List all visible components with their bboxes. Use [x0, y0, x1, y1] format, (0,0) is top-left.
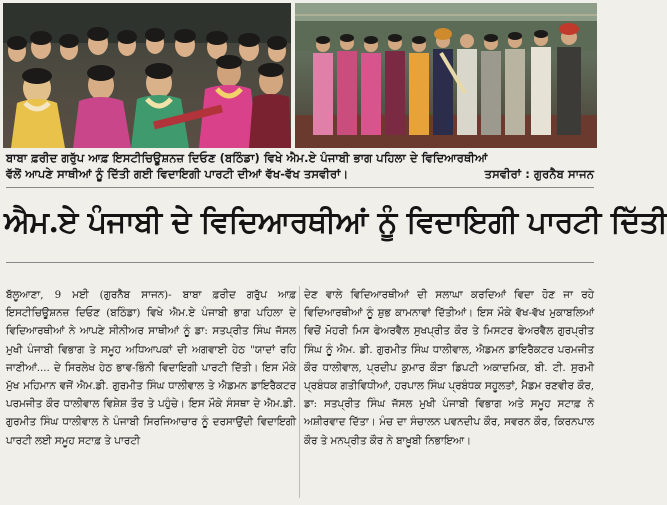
photo-staff-students-illustration	[295, 3, 597, 148]
caption-line-1: ਬਾਬਾ ਫ਼ਰੀਦ ਗਰੁੱਪ ਆਫ਼ ਇਸਟੀਚਿਊਸ਼ਨਜ਼ ਦਿਓਣ (ਬਠਿੰਡਾ) ਵਿਖੇ ਐਮ.ਏ ਪੰਜਾਬੀ ਭਾਗ ਪਹਿਲਾ ਦੇ ਵਿਦਿਆਰਥੀਆਂ	[6, 151, 488, 165]
divider-top	[6, 187, 594, 188]
photo-staff-students	[295, 3, 597, 148]
article-headline: ਐਮ.ਏ ਪੰਜਾਬੀ ਦੇ ਵਿਦਿਆਰਥੀਆਂ ਨੂੰ ਵਿਦਾਇਗੀ ਪਾਰਟੀ ਦਿੱਤੀ	[4, 205, 667, 240]
divider-bottom	[6, 262, 594, 263]
photo-students-group	[3, 3, 291, 148]
column-divider	[299, 286, 300, 498]
article-column-right: ਦੇਣ ਵਾਲੇ ਵਿਦਿਆਰਥੀਆਂ ਦੀ ਸਲਾਘਾ ਕਰਦਿਆਂ ਵਿਦਾ ਹੋਣ ਜਾ ਰਹੇ ਵਿਦਿਆਰਥੀਆਂ ਨੂੰ ਸ਼ੁਭ ਕਾਮਨਾਵਾਂ ਦਿੱਤੀਆਂ। ਇਸ ਮੌਕੇ ਵੱਖ-ਵੱਖ ਮੁਕਾਬਲਿਆਂ ਵਿਚੋਂ ਮੋਹਰੀ ਮਿਸ ਫੇਅਰਵੈਲ ਸੁਖਪ੍ਰੀਤ ਕੌਰ ਤੇ ਮਿਸਟਰ ਫੇਅਰਵੈਲ ਗੁਰਪ੍ਰੀਤ ਸਿੰਘ ਨੂੰ ਐਮ. ਡੀ. ਗੁਰਮੀਤ ਸਿੰਘ ਧਾਲੀਵਾਲ, ਐਡਮਨ ਡਾਇਰੈਕਟਰ ਪਰਮਜੀਤ ਕੌਰ ਧਾਲੀਵਾਲ, ਪ੍ਰਦੀਪ ਕੁਮਾਰ ਕੌੜਾ ਡਿਪਟੀ ਅਕਾਦਮਿਕ, ਬੀ. ਟੀ. ਸੁਰਮੀ ਪ੍ਰਬੰਧਕ ਗਤੀਵਿਧੀਆਂ, ਹਰਪਾਲ ਸਿੰਘ ਪ੍ਰਬੰਧਕ ਸਹੂਲਤਾਂ, ਮੈਡਮ ਰਣਵੀਰ ਕੌਰ, ਡਾ: ਸਤਪ੍ਰੀਤ ਸਿੰਘ ਜੱਸਲ ਮੁਖੀ ਪੰਜਾਬੀ ਵਿਭਾਗ ਅਤੇ ਸਮੂਹ ਸਟਾਫ਼ ਨੇ ਅਸ਼ੀਰਵਾਦ ਦਿੱਤਾ। ਮੰਚ ਦਾ ਸੰਚਾਲਨ ਪਵਨਦੀਪ ਕੌਰ, ਸਵਰਨ ਕੌਰ, ਕਿਰਨਪਾਲ ਕੌਰ ਤੇ ਮਨਪ੍ਰੀਤ ਕੌਰ ਨੇ ਬਾਖ਼ੂਬੀ ਨਿਭਾਇਆ।	[304, 289, 594, 447]
photo-students-group-illustration	[3, 3, 291, 148]
article-column-left: ਬੱਲੂਆਣਾ, 9 ਮਈ (ਗੁਰਨੈਬ ਸਾਜਨ)- ਬਾਬਾ ਫ਼ਰੀਦ ਗਰੁੱਪ ਆਫ਼ ਇਸਟੀਚਿਊਸ਼ਨਜ਼ ਦਿਓਣ (ਬਠਿੰਡਾ) ਵਿਖੇ ਐਮ.ਏ ਪੰਜਾਬੀ ਭਾਗ ਪਹਿਲਾ ਦੇ ਵਿਦਿਆਰਥੀਆਂ ਨੇ ਆਪਣੇ ਸੀਨੀਅਰ ਸਾਥੀਆਂ ਨੂੰ ਡਾ: ਸਤਪ੍ਰੀਤ ਸਿੰਘ ਜੱਸਲ ਮੁਖੀ ਪੰਜਾਬੀ ਵਿਭਾਗ ਤੇ ਸਮੂਹ ਅਧਿਆਪਕਾਂ ਦੀ ਅਗਵਾਈ ਹੇਠ "ਯਾਦਾਂ ਰਹਿ ਜਾਣੀਆਂ.... ਦੇ ਸਿਰਲੇਖ ਹੇਠ ਭਾਵ-ਭਿੰਨੀ ਵਿਦਾਇਗੀ ਪਾਰਟੀ ਦਿੱਤੀ। ਇਸ ਮੌਕੇ ਮੁੱਖ ਮਹਿਮਾਨ ਵਜੋਂ ਐਮ.ਡੀ. ਗੁਰਮੀਤ ਸਿੰਘ ਧਾਲੀਵਾਲ ਤੇ ਐਡਮਨ ਡਾਇਰੈਕਟਰ ਪਰਮਜੀਤ ਕੌਰ ਧਾਲੀਵਾਲ ਵਿਸ਼ੇਸ਼ ਤੌਰ ਤੇ ਪਹੁੰਚੇ। ਇਸ ਮੌਕੇ ਸੰਸਥਾ ਦੇ ਐਮ.ਡੀ. ਗੁਰਮੀਤ ਸਿੰਘ ਧਾਲੀਵਾਲ ਨੇ ਪੰਜਾਬੀ ਸਿਰਜਿਆਚਾਰ ਨੂੰ ਦਰਸਾਉਂਦੀ ਵਿਦਾਇਗੀ ਪਾਰਟੀ ਲਈ ਸਮੂਹ ਸਟਾਫ਼ ਤੇ ਪਾਰਟੀ	[6, 289, 296, 447]
photo-caption	[6, 150, 594, 182]
photo-credit: ਤਸਵੀਰਾਂ : ਗੁਰਨੈਬ ਸਾਜਨ	[484, 167, 594, 181]
caption-line-2: ਵੱਲੋਂ ਆਪਣੇ ਸਾਥੀਆਂ ਨੂੰ ਦਿੱਤੀ ਗਈ ਵਿਦਾਇਗੀ ਪਾਰਟੀ ਦੀਆਂ ਵੱਖ-ਵੱਖ ਤਸਵੀਰਾਂ।	[6, 167, 349, 181]
